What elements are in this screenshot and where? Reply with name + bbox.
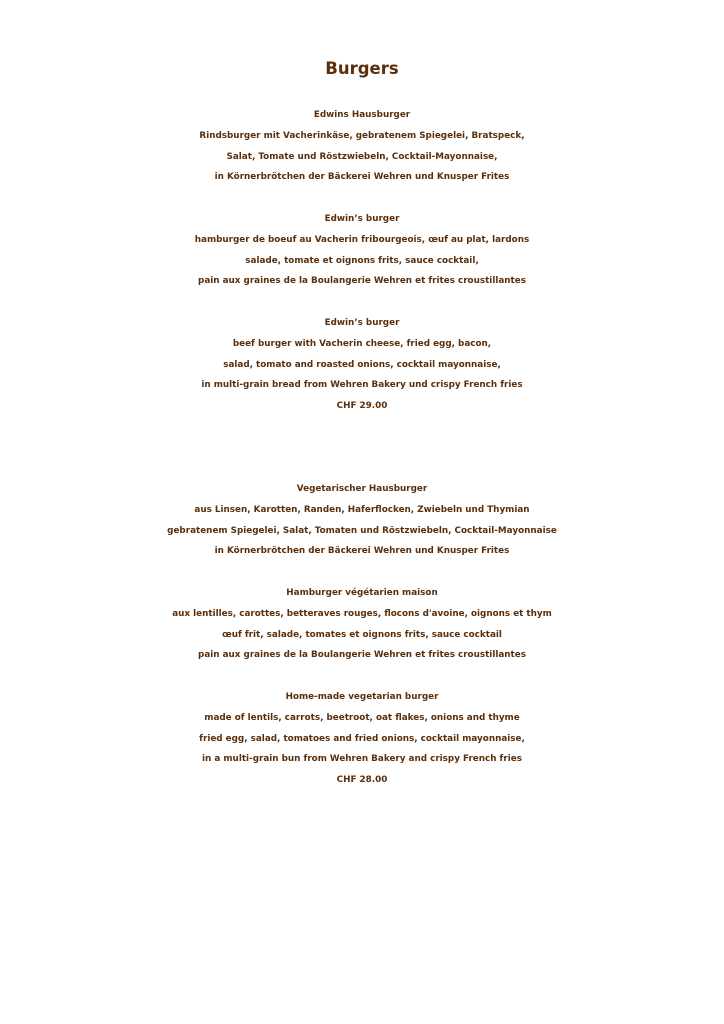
item-name: Hamburger végétarien maison [286,588,438,598]
item-description-line: salad, tomato and roasted onions, cocktail mayonnaise, [223,359,501,370]
item-description-line: aux lentilles, carottes, betteraves rouges, flocons d'avoine, oignons et thym [172,608,552,619]
menu-item-vegetarian-burger-en [0,687,724,791]
item-description-line: Salat, Tomate und Röstzwiebeln, Cocktail-Mayonnaise, [226,151,498,162]
item-description-line: pain aux graines de la Boulangerie Wehren et frites croustillantes [198,276,526,287]
menu-item-edwins-hausburger-de [0,105,724,188]
item-description-line: œuf frit, salade, tomates et oignons frits, sauce cocktail [222,629,502,640]
item-description-line: hamburger de boeuf au Vacherin fribourgeois, œuf au plat, lardons [194,234,530,245]
item-name: Vegetarischer Hausburger [296,484,428,494]
item-price: CHF 28.00 [336,775,388,786]
item-name: Edwin’s burger [324,318,400,328]
item-description-line: salade, tomate et oignons frits, sauce cocktail, [245,255,479,266]
item-description-line: gebratenem Spiegelei, Salat, Tomaten und Röstzwiebeln, Cocktail-Mayonnaise [167,525,557,536]
item-price: CHF 29.00 [336,401,388,412]
item-description-line: in a multi-grain bun from Wehren Bakery and crispy French fries [202,754,522,765]
item-description-line: in multi-grain bread from Wehren Bakery und crispy French fries [201,380,523,391]
menu-item-hamburger-vegetarien-fr [0,583,724,666]
menu-item-edwins-burger-fr [0,209,724,292]
item-description-line: pain aux graines de la Boulangerie Wehren et frites croustillantes [198,650,526,661]
menu-item-edwins-burger-en [0,313,724,417]
item-description-line: made of lentils, carrots, beetroot, oat flakes, onions and thyme [204,712,520,723]
item-name: Edwin’s burger [324,214,400,224]
menu-item-vegetarischer-hausburger-de [0,479,724,562]
item-description-line: aus Linsen, Karotten, Randen, Haferflocken, Zwiebeln und Thymian [194,504,530,515]
item-description-line: beef burger with Vacherin cheese, fried egg, bacon, [232,338,492,349]
item-description-line: Rindsburger mit Vacherinkäse, gebratenem Spiegelei, Bratspeck, [199,130,525,141]
item-description-line: in Körnerbrötchen der Bäckerei Wehren und Knusper Frites [214,172,510,183]
item-description-line: in Körnerbrötchen der Bäckerei Wehren und Knusper Frites [214,546,510,557]
item-name: Home-made vegetarian burger [285,692,439,702]
item-name: Edwins Hausburger [313,110,411,120]
page-title: Burgers [325,59,399,78]
item-description-line: fried egg, salad, tomatoes and fried onions, cocktail mayonnaise, [199,733,525,744]
